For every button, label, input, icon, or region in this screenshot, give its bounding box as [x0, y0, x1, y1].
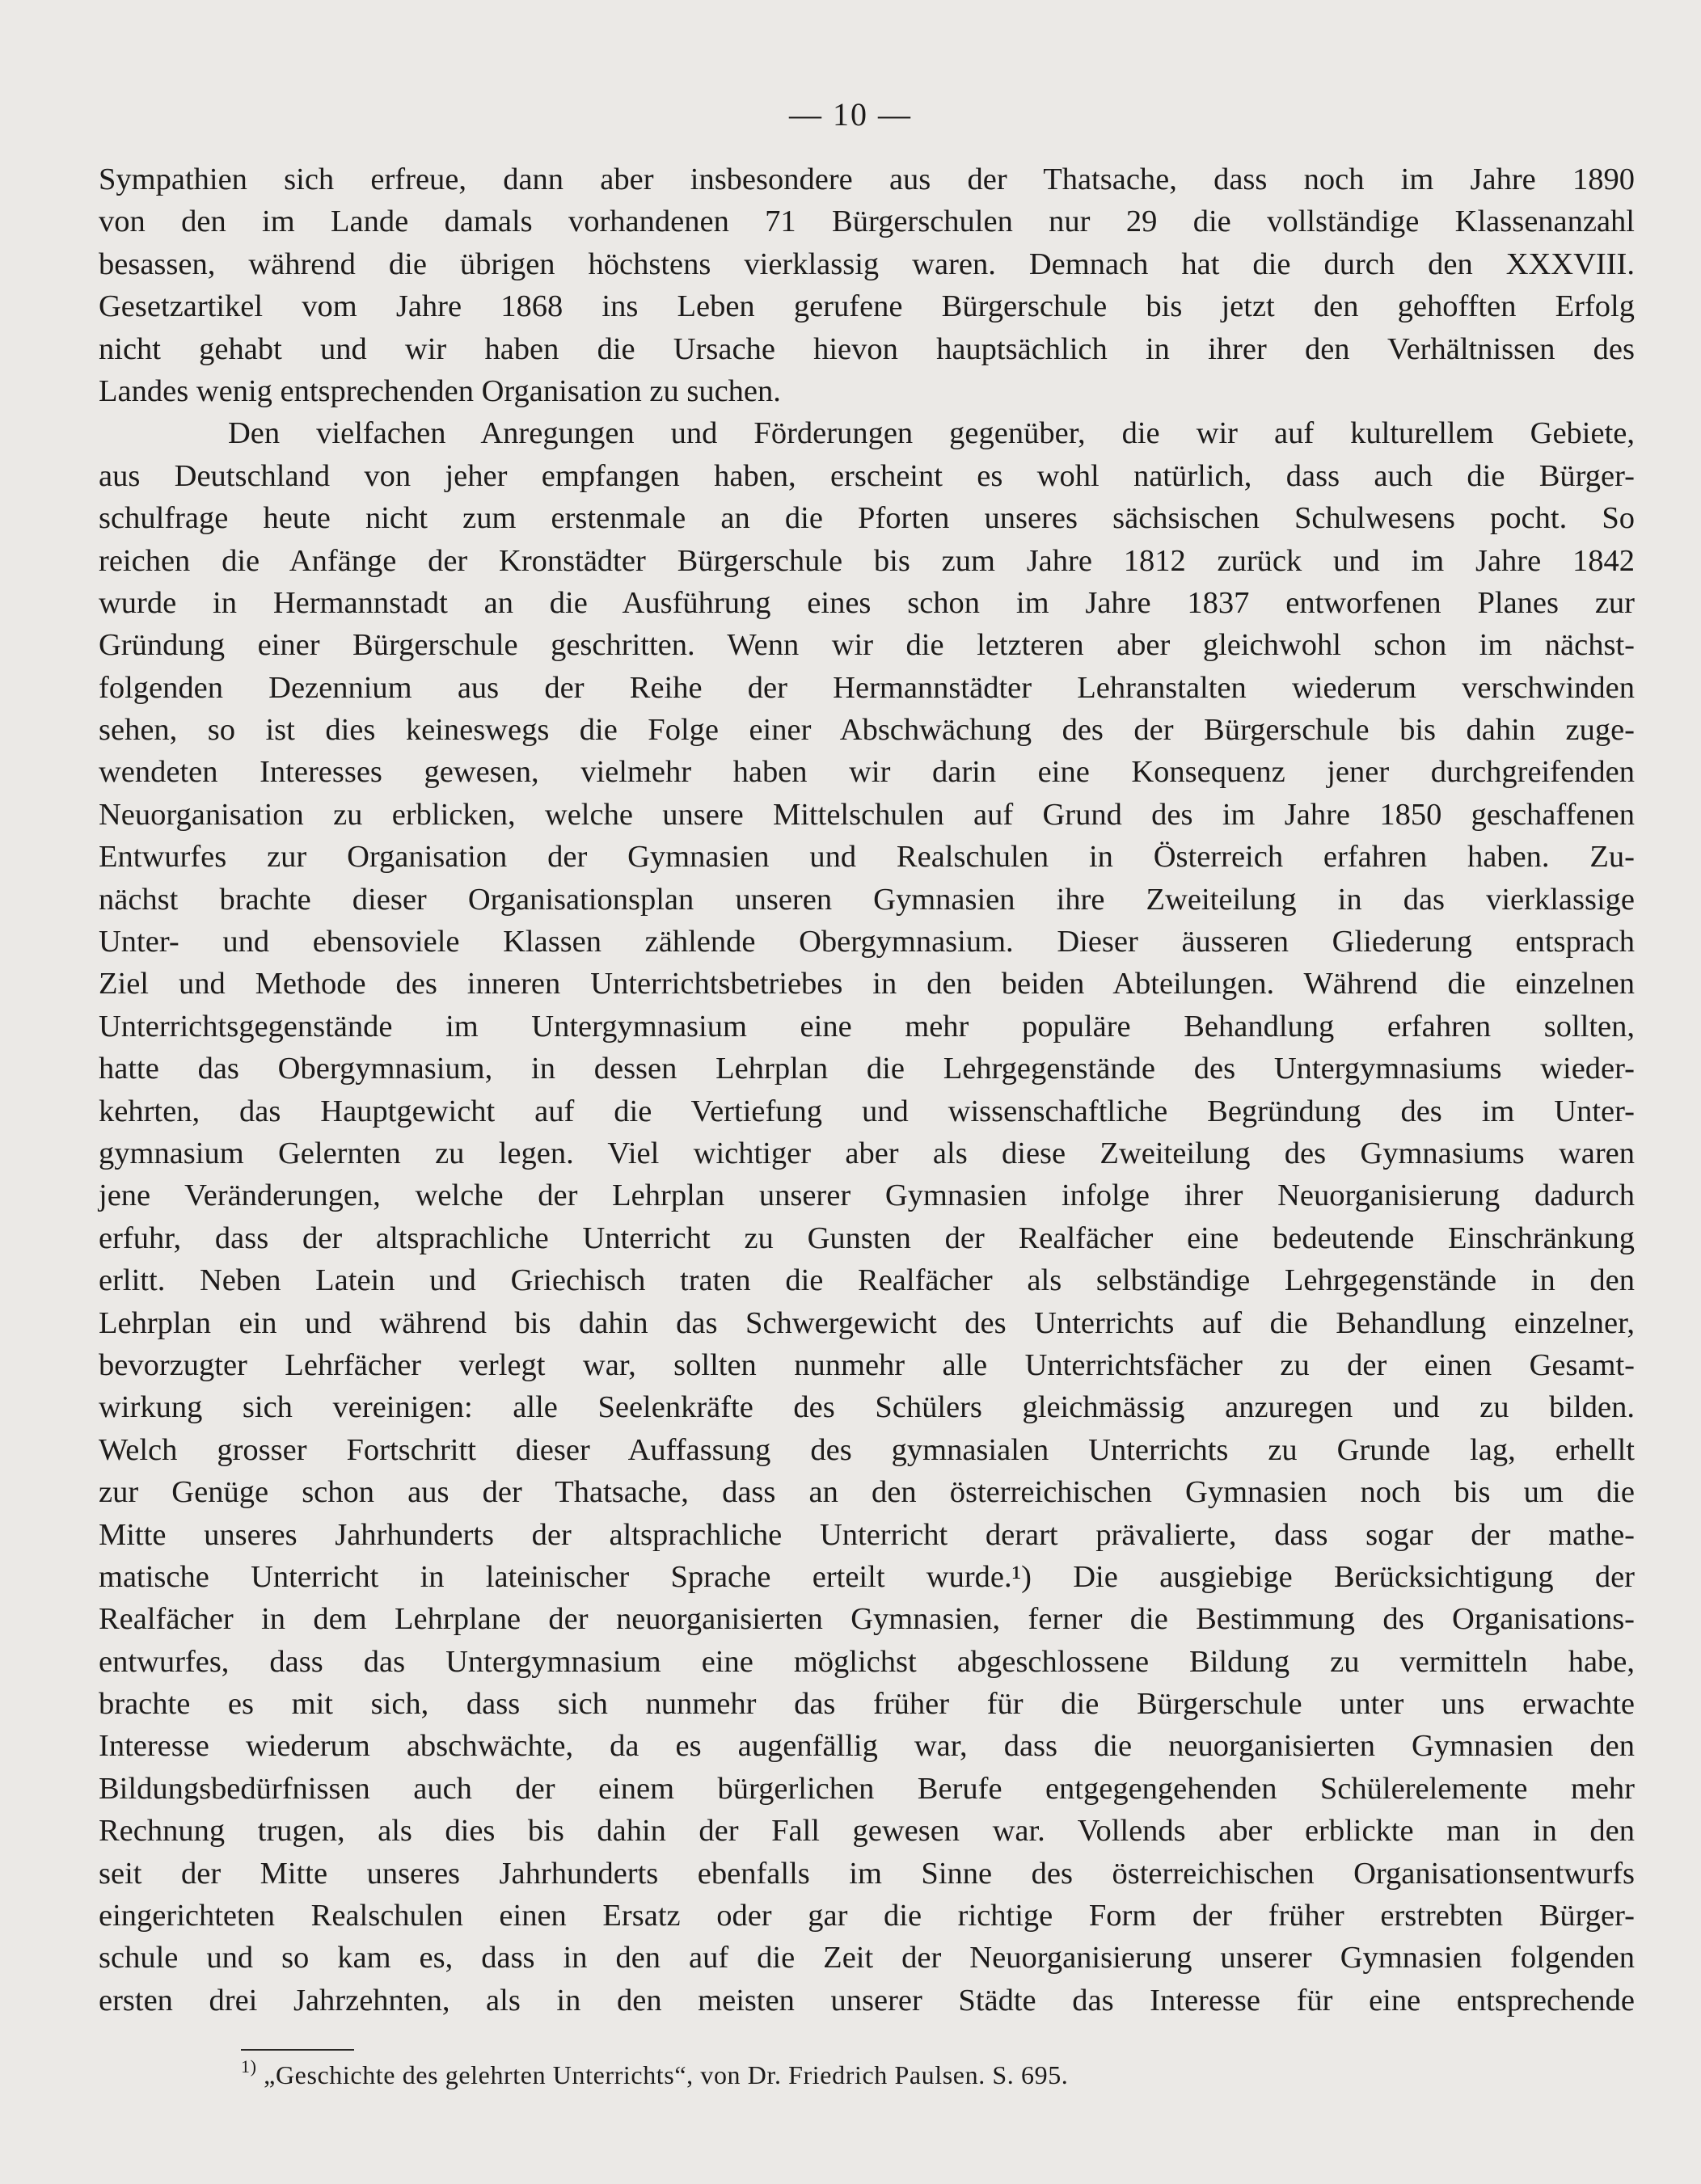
- text-line: Landes wenig entsprechenden Organisation zu suchen.: [99, 373, 781, 408]
- text-line: jene Veränderungen, welche der Lehrplan unserer Gymnasien infolge ihrer Neuorganisierung dadurch: [99, 1178, 1635, 1213]
- footnote: [241, 2057, 1068, 2093]
- text-line: ersten drei Jahrzehnten, als in den meisten unserer Städte das Interesse für eine entsprechende: [99, 1983, 1635, 2017]
- text-line: Gründung einer Bürgerschule geschritten. Wenn wir die letzteren aber gleichwohl schon im nächst-: [99, 628, 1635, 663]
- page-number: — 10 —: [789, 96, 912, 133]
- text-line: Realfächer in dem Lehrplane der neuorganisierten Gymnasien, ferner die Bestimmung des Organisations-: [99, 1602, 1635, 1637]
- text-line: Lehrplan ein und während bis dahin das Schwergewicht des Unterrichts auf die Behandlung einzelner,: [99, 1305, 1635, 1340]
- text-line: entwurfes, dass das Untergymnasium eine möglichst abgeschlossene Bildung zu vermitteln habe,: [99, 1644, 1635, 1679]
- text-line: Bildungsbedürfnissen auch der einem bürgerlichen Berufe entgegengehenden Schülerelemente mehr: [99, 1771, 1635, 1806]
- text-line: Gesetzartikel vom Jahre 1868 ins Leben gerufene Bürgerschule bis jetzt den gehofften Erfolg: [99, 289, 1635, 324]
- text-line: matische Unterricht in lateinischer Sprache erteilt wurde.¹) Die ausgiebige Berücksichtigung der: [99, 1559, 1635, 1594]
- footnote-text: „Geschichte des gelehrten Unterrichts“, von Dr. Friedrich Paulsen. S. 695.: [264, 2060, 1069, 2089]
- text-line: eingerichteten Realschulen einen Ersatz oder gar die richtige Form der früher erstrebten Bürger-: [99, 1899, 1635, 1933]
- text-line: kehrten, das Hauptgewicht auf die Vertiefung und wissenschaftliche Begründung des im Unter-: [99, 1094, 1635, 1128]
- text-line: wirkung sich vereinigen: alle Seelenkräfte des Schülers gleichmässig anzuregen und zu bilden.: [99, 1390, 1635, 1425]
- text-line: Unter- und ebensoviele Klassen zählende Obergymnasium. Dieser äusseren Gliederung entsprach: [99, 925, 1635, 959]
- text-line: erlitt. Neben Latein und Griechisch traten die Realfächer als selbständige Lehrgegenstände in den: [99, 1263, 1635, 1298]
- text-line: nächst brachte dieser Organisationsplan unseren Gymnasien ihre Zweiteilung in das vierklassige: [99, 882, 1635, 917]
- text-line: aus Deutschland von jeher empfangen haben, erscheint es wohl natürlich, dass auch die Bürger-: [99, 458, 1635, 493]
- text-line: Sympathien sich erfreue, dann aber insbesondere aus der Thatsache, dass noch im Jahre 1890: [99, 162, 1635, 196]
- text-line: wendeten Interesses gewesen, vielmehr haben wir darin eine Konsequenz jener durchgreifenden: [99, 755, 1635, 790]
- text-line: gymnasium Gelernten zu legen. Viel wichtiger aber als diese Zweiteilung des Gymnasiums waren: [99, 1136, 1635, 1170]
- text-line: zur Genüge schon aus der Thatsache, dass an den österreichischen Gymnasien noch bis um die: [99, 1475, 1635, 1510]
- text-line: schulfrage heute nicht zum erstenmale an die Pforten unseres sächsischen Schulwesens pocht. So: [99, 501, 1635, 536]
- text-line: sehen, so ist dies keineswegs die Folge einer Abschwächung des der Bürgerschule bis dahin zuge-: [99, 713, 1635, 748]
- text-line: seit der Mitte unseres Jahrhunderts ebenfalls im Sinne des österreichischen Organisationsentwurfs: [99, 1856, 1635, 1891]
- footnote-divider: [241, 2049, 354, 2051]
- text-line: von den im Lande damals vorhandenen 71 Bürgerschulen nur 29 die vollständige Klassenanzahl: [99, 204, 1635, 239]
- text-line: schule und so kam es, dass in den auf die Zeit der Neuorganisierung unserer Gymnasien folgenden: [99, 1941, 1635, 1975]
- text-line: Mitte unseres Jahrhunderts der altsprachliche Unterricht derart prävalierte, dass sogar der mathe-: [99, 1517, 1635, 1552]
- text-line: Neuorganisation zu erblicken, welche unsere Mittelschulen auf Grund des im Jahre 1850 geschaffenen: [99, 797, 1635, 832]
- text-line: Ziel und Methode des inneren Unterrichtsbetriebes in den beiden Abteilungen. Während die einzelnen: [99, 967, 1635, 1001]
- text-line: Den vielfachen Anregungen und Förderungen gegenüber, die wir auf kulturellem Gebiete,: [228, 416, 1635, 451]
- text-line: Interesse wiederum abschwächte, da es augenfällig war, dass die neuorganisierten Gymnasien den: [99, 1729, 1635, 1764]
- text-line: bevorzugter Lehrfächer verlegt war, sollten nunmehr alle Unterrichtsfächer zu der einen Gesamt-: [99, 1347, 1635, 1382]
- footnote-marker: 1): [241, 2056, 257, 2076]
- text-line: wurde in Hermannstadt an die Ausführung eines schon im Jahre 1837 entworfenen Planes zur: [99, 585, 1635, 620]
- text-line: Unterrichtsgegenstände im Untergymnasium eine mehr populäre Behandlung erfahren sollten,: [99, 1009, 1635, 1044]
- text-line: besassen, während die übrigen höchstens vierklassig waren. Demnach hat die durch den XXXVIII.: [99, 247, 1635, 281]
- text-line: erfuhr, dass der altsprachliche Unterricht zu Gunsten der Realfächer eine bedeutende Einschränkung: [99, 1221, 1635, 1255]
- text-line: Welch grosser Fortschritt dieser Auffassung des gymnasialen Unterrichts zu Grunde lag, erhellt: [99, 1432, 1635, 1467]
- text-line: hatte das Obergymnasium, in dessen Lehrplan die Lehrgegenstände des Untergymnasiums wieder-: [99, 1052, 1635, 1086]
- text-line: folgenden Dezennium aus der Reihe der Hermannstädter Lehranstalten wiederum verschwinden: [99, 670, 1635, 705]
- text-line: Entwurfes zur Organisation der Gymnasien und Realschulen in Österreich erfahren haben. Zu-: [99, 840, 1635, 875]
- text-line: Rechnung trugen, als dies bis dahin der Fall gewesen war. Vollends aber erblickte man in den: [99, 1814, 1635, 1849]
- text-line: reichen die Anfänge der Kronstädter Bürgerschule bis zum Jahre 1812 zurück und im Jahre 1842: [99, 543, 1635, 578]
- text-line: nicht gehabt und wir haben die Ursache hievon hauptsächlich in ihrer den Verhältnissen des: [99, 331, 1635, 366]
- text-line: brachte es mit sich, dass sich nunmehr das früher für die Bürgerschule unter uns erwachte: [99, 1687, 1635, 1722]
- body-text: [99, 158, 1635, 2022]
